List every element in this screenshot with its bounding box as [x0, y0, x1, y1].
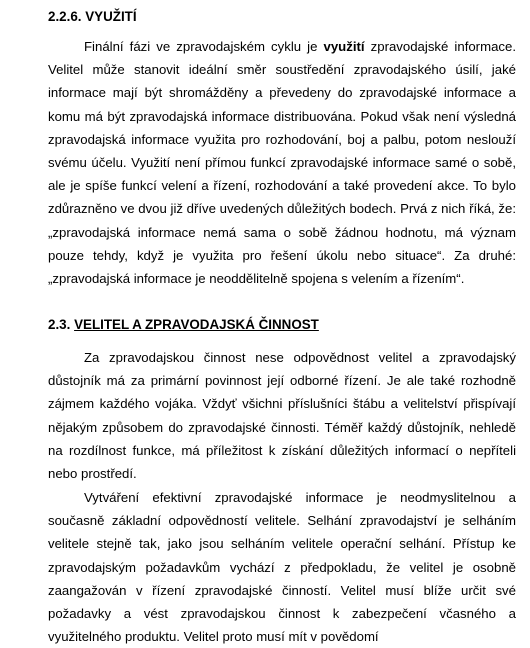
paragraph-text-start: Finální fázi ve zpravodajském cyklu je [84, 39, 324, 54]
section-number: 2.2.6. [48, 9, 82, 24]
section-number: 2.3. [48, 317, 71, 332]
paragraph-vytvareni [48, 486, 516, 648]
section-heading-2-3 [48, 316, 319, 334]
paragraph-text: Vytváření efektivní zpravodajské informace je neodmyslitelnou a současně základní odpovědností velitele. Selhání zpravodajství je selháním velitele stejně tak, jako jsou selháním velitele operační selhání. Přístup ke zpravodajským požadavkům vychází z předpokladu, že velitel je osobně zaangažován v řízení zpravodajské činností. Velitel musí blíže určit své požadavky a vést zpravodajskou činnost k zabezpečení včasného a využitelného produktu. Velitel proto musí mít v povědomí [48, 490, 516, 645]
paragraph-text-rest: zpravodajské informace. Velitel může stanovit ideální směr soustředění zpravodajského úsilí, jaké informace mají být shromážděny a převedeny do zpravodajské informace a komu má být zpravodajská informace distribuována. Pokud však není výsledná zpravodajská informace využita pro rozhodování, boj a palbu, potom neslouží svému účelu. Využití není přímou funkcí zpravodajské informace samé o sobě, ale je spíše funkcí velení a řízení, rozhodování a také provedení akce. To bylo zdůrazněno ve dvou již dříve uvedených důležitých bodech. Prvá z nich říká, že: „zpravodajská informace nemá sama o sobě žádnou hodnotu, má význam pouze tehdy, když je využita pro řešení úkolu nebo situace“. Za druhé: „zpravodajská informace je neoddělitelně spojena s velením a řízením“. [48, 39, 516, 287]
section-title: VELITEL A ZPRAVODAJSKÁ ČINNOST [74, 317, 319, 332]
section-title: VYUŽITÍ [85, 9, 137, 24]
paragraph-odpovednost [48, 346, 516, 485]
section-heading-2-2-6 [48, 8, 137, 26]
paragraph-text: Za zpravodajskou činnost nese odpovědnost velitel a zpravodajský důstojník má za primární povinnost její odborné řízení. Je ale také rozhodně zájmem každého vojáka. Vždyť všichni příslušníci štábu a velitelství přispívají nějakým způsobem do zpravodajské činnosti. Téměř každý důstojník, nehledě na rozdílnost funkce, má příležitost k získání důležitých informací o nepříteli nebo prostředí. [48, 350, 516, 482]
paragraph-vyuziti [48, 35, 516, 290]
bold-term-vyuziti: využití [323, 39, 365, 54]
